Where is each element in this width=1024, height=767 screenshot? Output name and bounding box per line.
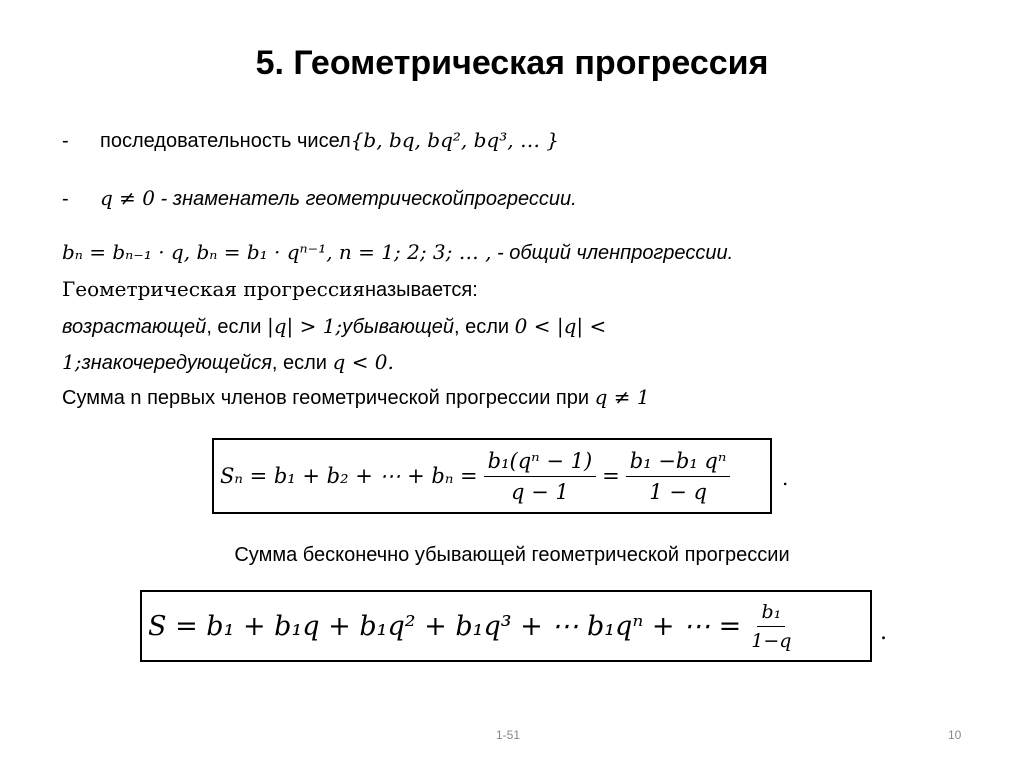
slide-title: 5. Геометрическая прогрессия (255, 44, 769, 82)
increasing-word: возрастающей (62, 316, 207, 338)
footer-center-label: 1-51 (496, 728, 521, 742)
called-line-a: Геометрическая прогрессия (62, 277, 366, 301)
infinite-sum-formula-box (140, 590, 872, 662)
bullet-sequence-text: последовательность чисел (100, 130, 351, 152)
sum-n-text: Сумма n первых членов геометрической прогрессии при (62, 387, 595, 409)
increasing-condition: |q| > 1; (266, 314, 343, 338)
if-word: , если (271, 352, 333, 374)
finite-sum-formula-box (212, 438, 772, 514)
increasing-line (62, 314, 606, 339)
sum-n-line (62, 385, 650, 410)
page-number: 10 (948, 728, 962, 742)
decreasing-word: убывающей (342, 316, 455, 338)
sum-n-condition: q ≠ 1 (594, 385, 650, 409)
sequence-set-formula: {b, bq, bq², bq³, … } (350, 128, 560, 152)
infinite-sum-caption: Сумма бесконечно убывающей геометрической прогрессии (234, 544, 790, 566)
fraction-denominator: 1−q (751, 629, 792, 652)
bullet-ratio (62, 186, 577, 211)
decreasing-condition: 0 < |q| < (514, 314, 607, 338)
general-term-description: - общий членпрогрессии. (491, 242, 734, 264)
infinite-sum-fraction (747, 601, 795, 652)
fraction-denominator: q − 1 (511, 479, 569, 504)
finite-sum-period: . (782, 466, 789, 490)
bullet-sequence (62, 128, 559, 153)
fraction-denominator: 1 − q (649, 479, 707, 504)
decreasing-condition-cont: 1; (62, 350, 82, 374)
called-line (62, 277, 478, 302)
bullet-dash: - (62, 130, 69, 152)
fraction-numerator: b₁ (757, 601, 785, 627)
alternating-condition: q < 0. (332, 350, 394, 374)
infinite-sum-period: . (880, 620, 887, 645)
finite-sum-fraction-2 (626, 449, 731, 504)
ratio-formula: q ≠ 0 (100, 186, 155, 210)
finite-sum-lhs: Sₙ = b₁ + b₂ + ⋯ + bₙ = (220, 464, 478, 488)
fraction-numerator: b₁ −b₁ qⁿ (626, 449, 731, 477)
called-line-b: называется: (365, 279, 478, 301)
alternating-line (62, 350, 394, 375)
ratio-description: - знаменатель геометрическойпрогрессии. (155, 188, 577, 210)
bullet-dash: - (62, 188, 69, 210)
finite-sum-fraction-1 (484, 449, 597, 504)
if-word: , если (206, 316, 267, 338)
fraction-numerator: b₁(qⁿ − 1) (484, 449, 597, 477)
alternating-word: знакочередующейся (81, 352, 272, 374)
equals-sign: = (602, 464, 620, 488)
general-term-formula: bₙ = bₙ₋₁ · q, bₙ = b₁ · qⁿ⁻¹, n = 1; 2; 3; … , (62, 240, 492, 264)
infinite-sum-lhs: S = b₁ + b₁q + b₁q² + b₁q³ + ⋯ b₁qⁿ + ⋯ = (148, 610, 742, 642)
if-word: , если (454, 316, 515, 338)
general-term-line (62, 240, 733, 265)
